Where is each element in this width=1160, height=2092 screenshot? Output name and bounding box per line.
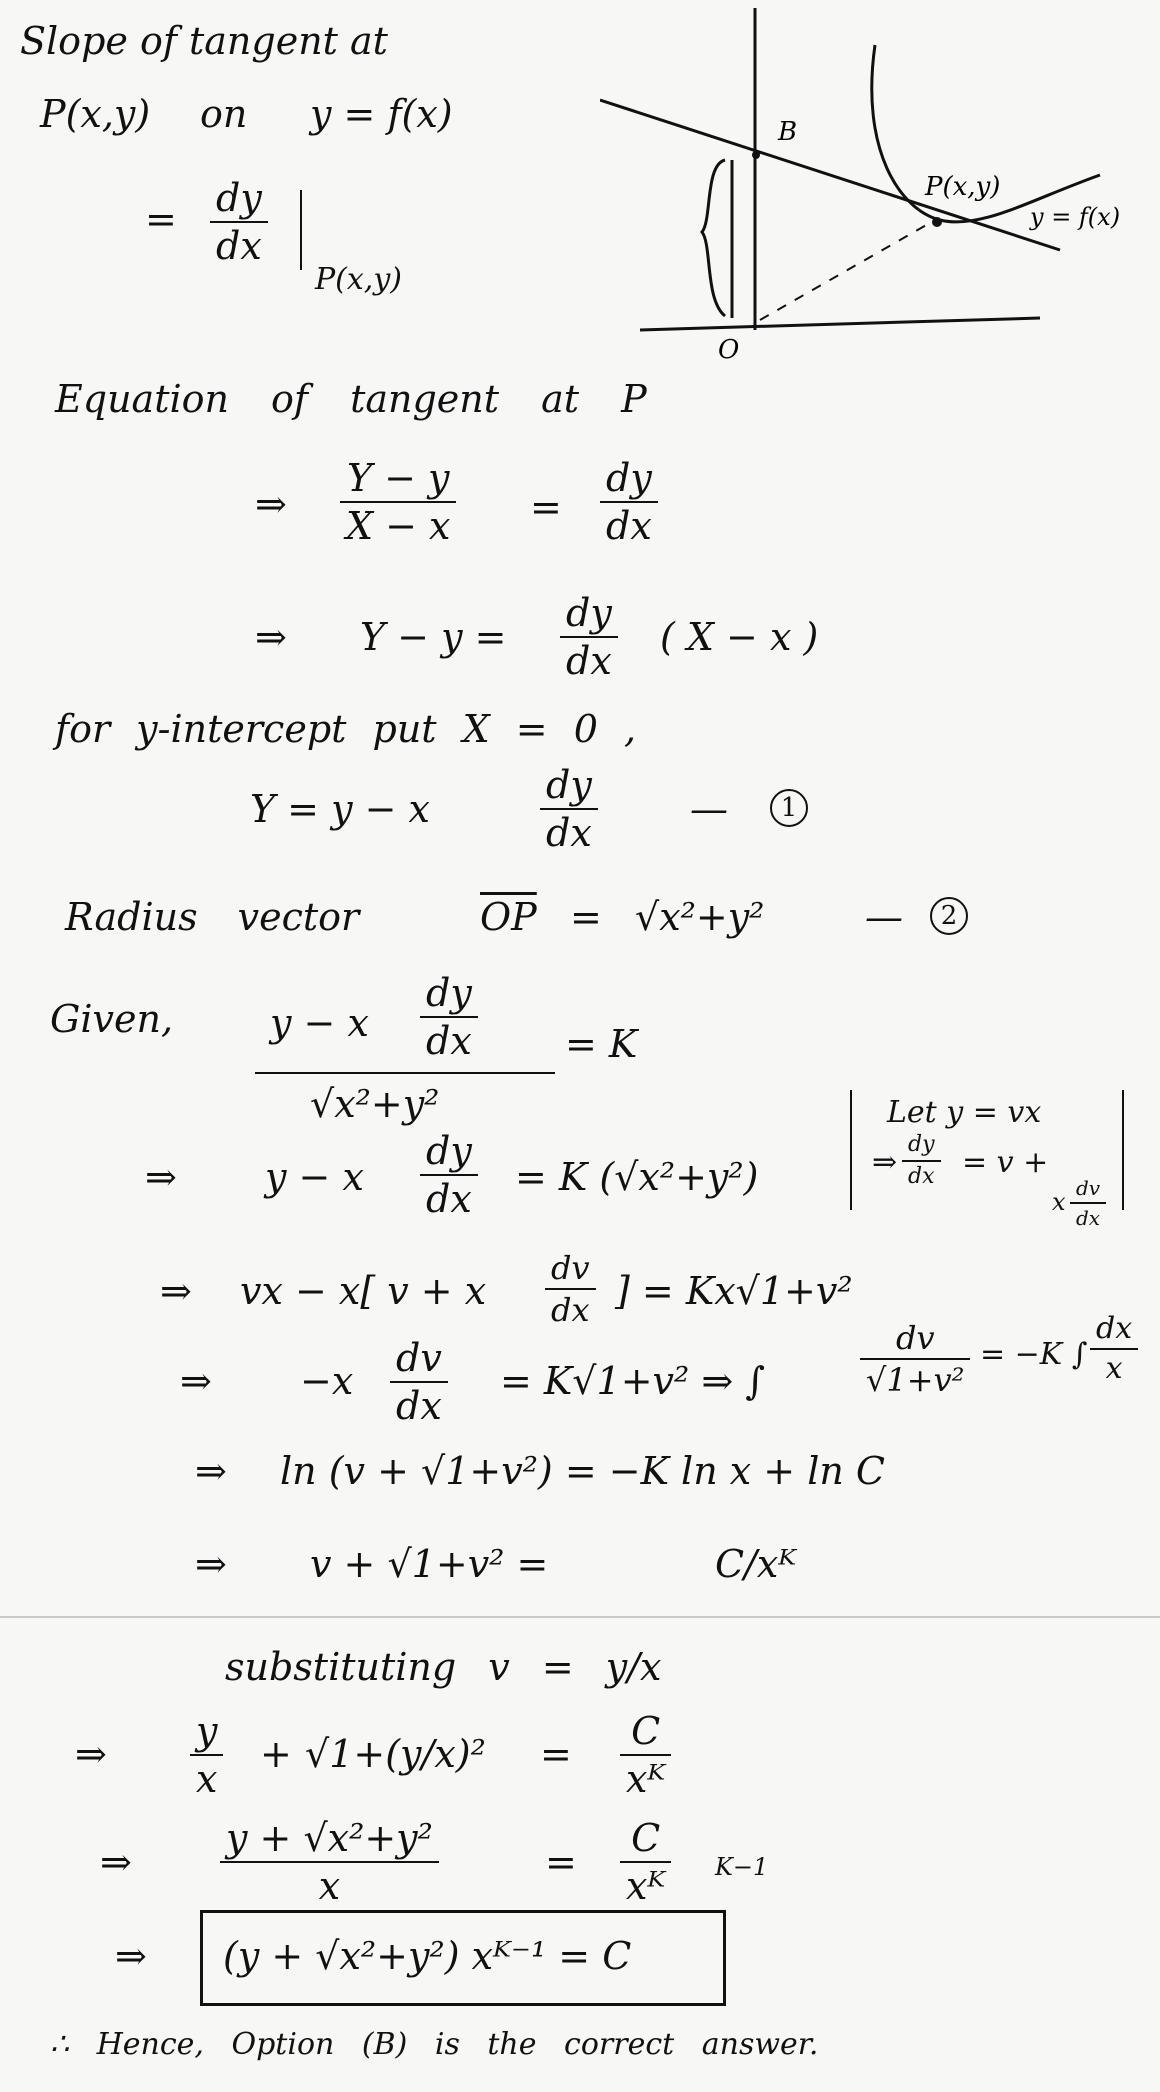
tangent-lhs-fraction	[340, 455, 456, 549]
given-num-text: y − x	[270, 1001, 369, 1045]
root-term: √1+(y/x)²	[305, 1732, 486, 1776]
derivative-den: dx	[216, 224, 262, 268]
sub-arrow: ⇒	[872, 1145, 898, 1180]
c-num-1: C	[631, 1709, 661, 1753]
intercept-den: dx	[546, 811, 592, 855]
arrow-3: ⇒	[145, 1155, 177, 1199]
label-curve: y = f(x)	[1030, 203, 1121, 231]
step3-int-num: dv	[895, 1319, 935, 1357]
xk-den-2: xᴷ	[626, 1864, 666, 1908]
arrow-6: ⇒	[195, 1449, 227, 1493]
page-separator	[0, 1616, 1160, 1618]
slope-derivative	[210, 175, 268, 269]
step3-left: −x	[300, 1359, 354, 1403]
tangent-eq2-left: Y − y =	[360, 615, 507, 659]
given-num-fraction	[420, 970, 478, 1064]
equals-sign-3: =	[545, 1840, 577, 1884]
sub-dv-dx	[1070, 1174, 1106, 1232]
tangent-heading: Equation of tangent at P	[55, 377, 647, 421]
c-over-xk-1	[620, 1708, 671, 1802]
on-text: on	[200, 92, 248, 136]
tangent-lhs-num: Y − y	[346, 456, 450, 500]
step3-fraction	[390, 1335, 448, 1429]
ratio-den: x	[196, 1757, 218, 1801]
arrow-4: ⇒	[160, 1269, 192, 1313]
final-answer-box	[200, 1910, 726, 2006]
substitution-note	[850, 1090, 1124, 1230]
point-b-dot	[752, 151, 760, 159]
given-numerator	[255, 970, 555, 1063]
equals-sign: =	[530, 485, 562, 529]
equation-tag-dash-1: —	[690, 787, 728, 831]
given-inner-num: dy	[426, 971, 472, 1015]
step2-num: dv	[551, 1249, 590, 1287]
arrow-8: ⇒	[75, 1732, 107, 1776]
step3-int-den: √1+v²	[866, 1361, 965, 1399]
ratio-num: y	[196, 1709, 218, 1753]
step1-num: dy	[426, 1129, 472, 1173]
c-over-xk-2	[620, 1815, 671, 1909]
tangent-diagram	[600, 0, 1160, 360]
given-inner-den: dx	[426, 1019, 472, 1063]
point-p-dot	[932, 217, 942, 227]
sub-den: dx	[908, 1164, 935, 1189]
combined-num: y + √x²+y²	[226, 1816, 433, 1860]
derivative-num: dy	[216, 176, 262, 220]
curve-equation: y = f(x)	[310, 92, 453, 136]
label-b: B	[778, 117, 798, 147]
label-p: P(x,y)	[925, 172, 1001, 202]
radius-vector-line	[760, 220, 935, 320]
tangent-eq2-den: dx	[566, 639, 612, 683]
equation-tag-1	[770, 784, 808, 827]
intercept-eq-left: Y = y − x	[250, 787, 430, 831]
step1-left: y − x	[265, 1155, 364, 1199]
evaluation-point: P(x,y)	[315, 262, 402, 297]
conclusion: ∴ Hence, Option (B) is the correct answer.	[50, 2027, 819, 2062]
given-fraction	[255, 970, 555, 1126]
arrow-9: ⇒	[100, 1840, 132, 1884]
c-num-2: C	[631, 1816, 661, 1860]
tangent-eq2-num: dy	[566, 591, 612, 635]
arrow-1: ⇒	[255, 482, 287, 526]
tag-circle-1: 1	[770, 789, 808, 827]
step5-right: C/xᴷ	[715, 1542, 797, 1586]
step2-den: dx	[551, 1291, 590, 1329]
step3-mid: = K√1+v² ⇒ ∫	[500, 1359, 766, 1403]
step3-equals-k: = −K ∫	[980, 1337, 1088, 1372]
step5-left: v + √1+v² =	[310, 1542, 549, 1586]
step3-num: dv	[396, 1336, 442, 1380]
arrow-10: ⇒	[115, 1934, 147, 1978]
step1-fraction	[420, 1128, 478, 1222]
evaluation-bar	[300, 190, 302, 270]
slope-heading: Slope of tangent at	[20, 19, 388, 63]
combined-fraction	[220, 1815, 439, 1909]
step3-rhs-num: dx	[1096, 1311, 1133, 1346]
sub-dy-dx	[902, 1130, 941, 1192]
equals-sign-2: =	[540, 1732, 572, 1776]
sub-num: dy	[908, 1132, 935, 1157]
plus-sign: +	[260, 1732, 292, 1776]
equation-tag-2	[930, 892, 968, 935]
intercept-fraction	[540, 762, 598, 856]
step1-right: = K (√x²+y²)	[515, 1155, 759, 1199]
arrow-2: ⇒	[255, 615, 287, 659]
tangent-eq2-right: ( X − x )	[660, 615, 819, 659]
tag-circle-2: 2	[930, 897, 968, 935]
sub-let: Let y = vx	[887, 1095, 1042, 1130]
slope-equals: =	[145, 197, 177, 241]
step1-den: dx	[426, 1177, 472, 1221]
equation-tag-dash-2: —	[865, 895, 903, 939]
exponent-note: K−1	[715, 1853, 769, 1881]
tangent-eq2-fraction	[560, 590, 618, 684]
intercept-num: dy	[546, 763, 592, 807]
radius-equals: =	[570, 895, 602, 939]
given-equals-k: = K	[565, 1022, 638, 1066]
x-axis	[640, 318, 1040, 330]
step2-left: vx − x[ v + x	[240, 1269, 487, 1313]
radius-label: Radius vector	[65, 895, 360, 939]
given-denominator: √x²+y²	[310, 1082, 440, 1126]
op-label: $\overline{OP}$	[480, 895, 537, 939]
sub-equals-v: = v +	[962, 1145, 1049, 1180]
ratio-y-x	[190, 1708, 223, 1802]
step2-right: ] = Kx√1+v²	[615, 1269, 853, 1313]
step3-den: dx	[396, 1384, 442, 1428]
step3-rhs-fraction	[1090, 1310, 1138, 1388]
xk-den-1: xᴷ	[626, 1757, 666, 1801]
step3-rhs-den: x	[1105, 1351, 1123, 1386]
final-equation: (y + √x²+y²) xᴷ⁻¹ = C	[223, 1934, 632, 1978]
sub-x: x	[1052, 1188, 1066, 1216]
tangent-lhs-den: X − x	[346, 504, 451, 548]
sub-dv-den: dx	[1076, 1206, 1101, 1230]
step2-fraction	[545, 1248, 596, 1330]
sub-dv-num: dv	[1076, 1176, 1101, 1200]
point-label: P(x,y)	[40, 92, 151, 136]
intercept-instruction: for y-intercept put X = 0 ,	[55, 707, 637, 751]
tangent-rhs-num: dy	[606, 456, 652, 500]
step3-integrand	[860, 1318, 970, 1400]
intercept-brace	[702, 160, 725, 316]
step4-log-equation: ln (v + √1+v²) = −K ln x + ln C	[280, 1449, 885, 1493]
label-o: O	[718, 335, 740, 360]
combined-den: x	[318, 1864, 341, 1908]
tangent-rhs-den: dx	[606, 504, 652, 548]
arrow-7: ⇒	[195, 1542, 227, 1586]
substitution-heading: substituting v = y/x	[225, 1645, 662, 1689]
tangent-rhs-fraction	[600, 455, 658, 549]
arrow-5: ⇒	[180, 1359, 212, 1403]
given-main-bar	[255, 1072, 555, 1074]
radius-value: √x²+y²	[635, 895, 765, 939]
given-label: Given,	[50, 997, 174, 1041]
